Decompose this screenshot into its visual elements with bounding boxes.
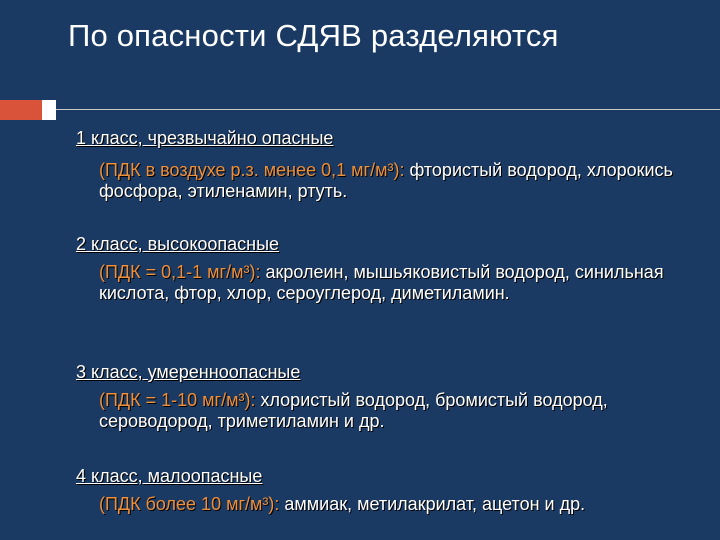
class-description xyxy=(99,160,714,202)
class-description xyxy=(99,262,714,304)
pdk-value: (ПДК = 0,1-1 мг/м³): xyxy=(99,262,261,282)
divider-line xyxy=(56,109,720,110)
class-description xyxy=(99,494,714,515)
substances-text: фтористый водород, хлорокись фосфора, этиленамин, ртуть. xyxy=(99,160,673,201)
title-divider xyxy=(0,100,720,120)
class-description xyxy=(99,390,714,432)
substances-text: хлористый водород, бромистый водород, сероводород, триметиламин и др. xyxy=(99,390,608,431)
substances-text: аммиак, метилакрилат, ацетон и др. xyxy=(279,494,586,514)
class-label: 2 класс, высокоопасные xyxy=(76,234,280,254)
substances-text: акролеин, мышьяковистый водород, синильная кислота, фтор, хлор, сероуглерод, диметиламин. xyxy=(99,262,664,303)
pdk-value: (ПДК более 10 мг/м³): xyxy=(99,494,280,514)
class-label: 4 класс, малоопасные xyxy=(76,466,263,486)
class-label: 3 класс, умеренноопасные xyxy=(76,362,301,382)
slide-title: По опасности СДЯВ разделяются xyxy=(68,18,559,53)
pdk-value: (ПДК = 1-10 мг/м³): xyxy=(99,390,256,410)
divider-white-block xyxy=(42,100,56,120)
class-label: 1 класс, чрезвычайно опасные xyxy=(76,128,334,148)
pdk-value: (ПДК в воздухе р.з. менее 0,1 мг/м³): xyxy=(99,160,405,180)
divider-orange-block xyxy=(0,100,42,120)
